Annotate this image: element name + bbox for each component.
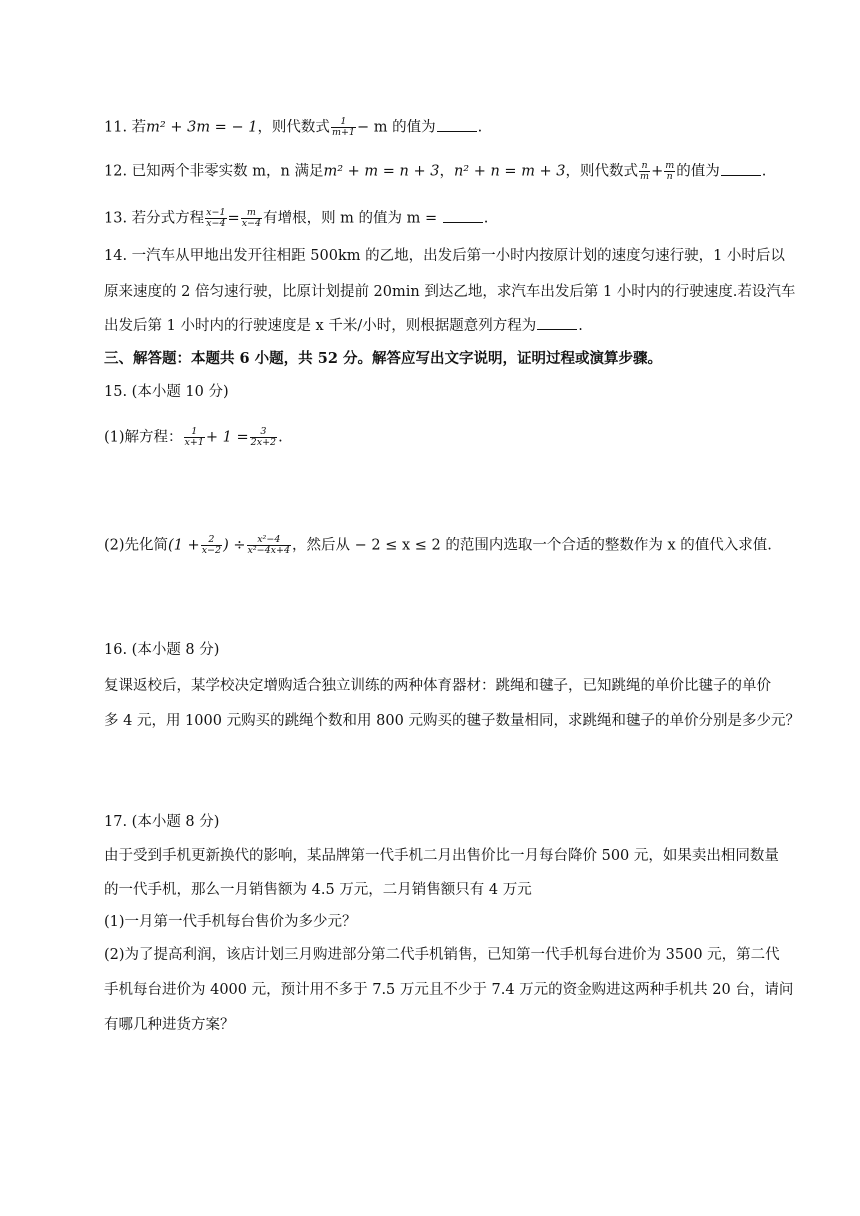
q16-line-1: 复课返校后，某学校决定增购适合独立训练的两种体育器材：跳绳和毽子，已知跳绳的单价比毽子的单价 (104, 678, 771, 694)
q15-part-2-fraction-1-numerator: 2 (201, 535, 222, 546)
q12-text: 已知两个非零实数 m，n 满足 (131, 163, 324, 180)
q12-equation-2: n² + n = m + 3 (453, 163, 566, 180)
q11-text-3: − m 的值为 (356, 119, 436, 136)
q14-answer-blank (537, 317, 577, 330)
q13-end: . (483, 210, 489, 227)
q14-line-2: 原来速度的 2 倍匀速行驶，比原计划提前 20min 到达乙地，求汽车出发后第 1 小时内的行驶速度.若设汽车 (104, 284, 796, 300)
q13-fraction-2-denominator: x−4 (241, 218, 262, 229)
q17-sub-2-line-1: (2)为了提高利润，该店计划三月购进部分第二代手机销售，已知第一代手机每台进价为 3500 元，第二代 (104, 947, 780, 963)
q15-part-2-fraction-2-numerator: x²−4 (247, 535, 292, 546)
q13-fraction-2 (241, 208, 262, 229)
q13-fraction-1 (205, 208, 226, 229)
q12-end: . (761, 163, 767, 180)
q12-fraction-1 (639, 161, 650, 182)
question-13 (104, 208, 488, 229)
q15-part-1-mid: + 1 = (205, 429, 249, 446)
q12-text-2: ，则代数式 (565, 163, 639, 180)
question-12 (104, 161, 766, 182)
section-3-heading: 三、解答题：本题共 6 小题，共 52 分。解答应写出文字说明，证明过程或演算步骤。 (104, 350, 662, 367)
q11-fraction (331, 117, 356, 138)
q15-part-2-open: (1 + (168, 537, 200, 554)
q12-plus: + (651, 163, 664, 180)
q15-part-2-label: (2)先化简 (104, 537, 169, 554)
q15-part-1-fraction-1-numerator: 1 (184, 427, 205, 438)
q12-equation-1: m² + m = n + 3 (323, 163, 440, 180)
q15-header: 15. (本小题 10 分) (104, 384, 229, 400)
q11-end: . (477, 119, 483, 136)
q15-part-1-label: (1)解方程： (104, 429, 183, 446)
q12-answer-blank (721, 163, 761, 176)
q15-part-2-rest: ，然后从 − 2 ≤ x ≤ 2 的范围内选取一个合适的整数作为 x 的值代入求值. (292, 537, 772, 554)
q15-part-2-fraction-2 (247, 535, 292, 556)
q14-line-3 (104, 316, 583, 336)
q12-number: 12. (104, 163, 128, 180)
q13-fraction-1-numerator: x−1 (206, 207, 226, 218)
q13-number: 13. (104, 210, 128, 227)
q12-fraction-2-denominator: n (666, 171, 673, 182)
q12-separator: ， (439, 163, 454, 180)
q14-line-1: 14. 一汽车从甲地出发开往相距 500km 的乙地，出发后第一小时内按原计划的速度匀速行驶，1 小时后以 (104, 248, 785, 264)
q17-header: 17. (本小题 8 分) (104, 814, 220, 830)
q15-part-2 (104, 535, 772, 556)
q15-part-1-fraction-2-numerator: 3 (250, 427, 277, 438)
q15-part-2-fraction-1 (201, 535, 222, 556)
q13-fraction-2-numerator: m (241, 208, 262, 219)
q11-number: 11. (104, 119, 128, 136)
q12-fraction-1-numerator: n (639, 161, 650, 172)
q17-sub-1: (1)一月第一代手机每台售价为多少元？ (104, 914, 357, 930)
q17-line-1: 由于受到手机更新换代的影响，某品牌第一代手机二月出售价比一月每台降价 500 元，如果卖出相同数量 (104, 848, 779, 864)
q14-line-3-text: 出发后第 1 小时内的行驶速度是 x 千米/小时，则根据题意列方程为 (104, 318, 537, 334)
q13-equals: = (227, 210, 240, 227)
q15-part-1-fraction-1-denominator: x+1 (184, 437, 204, 448)
q11-answer-blank (437, 119, 477, 132)
q11-fraction-denominator: m+1 (331, 127, 355, 138)
q11-text-2: ，则代数式 (257, 119, 330, 136)
q15-part-2-close: ) ÷ (223, 537, 246, 554)
q16-line-2: 多 4 元，用 1000 元购买的跳绳个数和用 800 元购买的毽子数量相同，求跳绳和毽子的单价分别是多少元？ (104, 713, 800, 729)
q15-part-1-end: . (278, 429, 283, 446)
q13-text-2: 有增根，则 m 的值为 m = (263, 210, 438, 227)
q12-fraction-2-numerator: m (665, 160, 675, 171)
q12-text-3: 的值为 (676, 163, 720, 180)
q15-part-1-fraction-2 (250, 427, 277, 448)
question-11 (104, 117, 482, 138)
q15-part-1-fraction-1 (184, 427, 205, 448)
q12-fraction-2 (664, 161, 675, 182)
q13-text: 若分式方程 (131, 210, 205, 227)
q11-equation: m² + 3m = − 1 (146, 119, 258, 136)
q15-part-1-fraction-2-denominator: 2x+2 (250, 437, 277, 448)
q11-text: 若 (131, 119, 147, 136)
q17-line-2: 的一代手机，那么一月销售额为 4.5 万元，二月销售额只有 4 万元 (104, 882, 532, 898)
q15-part-1 (104, 427, 283, 448)
q15-part-2-fraction-1-denominator: x−2 (201, 545, 222, 556)
q16-header: 16. (本小题 8 分) (104, 642, 220, 658)
q13-answer-blank (443, 210, 483, 223)
q13-fraction-1-denominator: x−4 (206, 218, 226, 229)
q15-part-2-fraction-2-denominator: x²−4x+4 (247, 545, 291, 556)
q14-end: . (578, 318, 583, 334)
q12-fraction-1-denominator: m (640, 171, 650, 182)
q17-sub-2-line-3: 有哪几种进货方案？ (104, 1017, 235, 1033)
q11-fraction-numerator: 1 (331, 117, 356, 128)
q17-sub-2-line-2: 手机每台进价为 4000 元，预计用不多于 7.5 万元且不少于 7.4 万元的资金购进这两种手机共 20 台，请问 (104, 982, 794, 998)
